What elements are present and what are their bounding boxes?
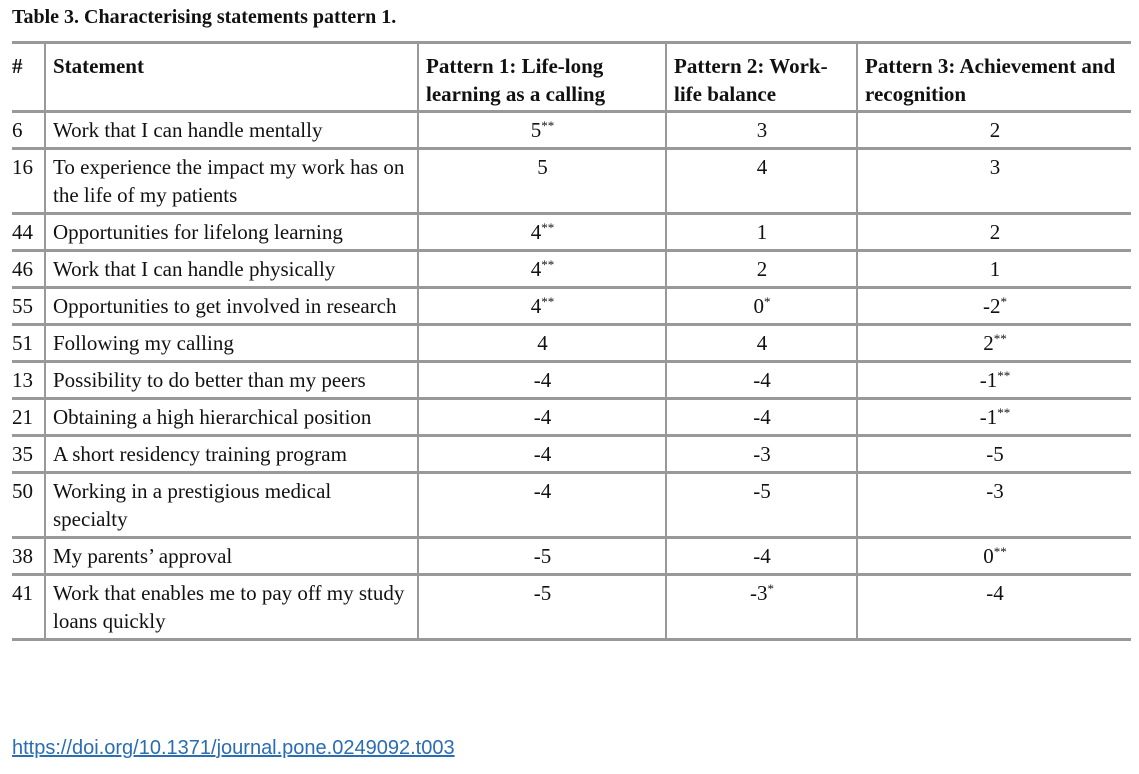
- significance-marker: **: [541, 257, 555, 272]
- header-pattern-2: Pattern 2: Work-life balance: [666, 43, 857, 112]
- row-statement: My parents’ approval: [45, 538, 418, 575]
- score-value: -4: [986, 581, 1004, 605]
- score-value: -4: [533, 368, 552, 392]
- row-statement: Work that enables me to pay off my study loans quickly: [45, 575, 418, 640]
- score-value: -4: [753, 368, 771, 392]
- pattern-3-score: [857, 288, 1131, 325]
- score-value: 3: [756, 118, 768, 142]
- score-value: 4: [756, 155, 768, 179]
- score-value: 4: [530, 257, 542, 281]
- row-number: 16: [12, 149, 45, 214]
- score-value: -5: [533, 544, 552, 568]
- table-caption: Table 3. Characterising statements pattern 1.: [12, 6, 397, 28]
- pattern-2-score: [666, 473, 857, 538]
- significance-marker: **: [993, 544, 1007, 559]
- score-value: 0: [753, 294, 764, 318]
- row-statement: A short residency training program: [45, 436, 418, 473]
- row-statement: Working in a prestigious medical specialty: [45, 473, 418, 538]
- significance-marker: **: [541, 220, 555, 235]
- score-value: 5: [530, 118, 542, 142]
- pattern-2-score: [666, 362, 857, 399]
- score-value: -5: [753, 479, 771, 503]
- row-number: 46: [12, 251, 45, 288]
- pattern-1-score: [418, 214, 666, 251]
- pattern-2-score: [666, 436, 857, 473]
- score-value: -4: [533, 442, 552, 466]
- score-value: 4: [756, 331, 768, 355]
- pattern-2-score: [666, 538, 857, 575]
- score-value: -2: [983, 294, 1001, 318]
- score-value: -1: [979, 368, 998, 392]
- table-row: [12, 288, 1131, 325]
- pattern-1-score: [418, 399, 666, 436]
- header-number: #: [12, 43, 45, 112]
- row-statement: To experience the impact my work has on the life of my patients: [45, 149, 418, 214]
- table-row: [12, 436, 1131, 473]
- pattern-1-score: [418, 473, 666, 538]
- table-row: [12, 399, 1131, 436]
- row-number: 13: [12, 362, 45, 399]
- row-statement: Obtaining a high hierarchical position: [45, 399, 418, 436]
- row-number: 50: [12, 473, 45, 538]
- table-row: [12, 112, 1131, 149]
- significance-marker: **: [541, 294, 555, 309]
- score-value: -5: [533, 581, 552, 605]
- score-value: 2: [989, 220, 1001, 244]
- pattern-3-score: [857, 399, 1131, 436]
- row-number: 38: [12, 538, 45, 575]
- score-value: -4: [753, 405, 771, 429]
- row-number: 51: [12, 325, 45, 362]
- score-value: 5: [537, 155, 548, 179]
- table-row: [12, 251, 1131, 288]
- statements-table: [12, 41, 1131, 641]
- row-statement: Opportunities to get involved in research: [45, 288, 418, 325]
- row-number: 41: [12, 575, 45, 640]
- pattern-2-score: [666, 288, 857, 325]
- significance-marker: **: [997, 405, 1011, 420]
- score-value: 1: [756, 220, 768, 244]
- pattern-1-score: [418, 362, 666, 399]
- pattern-3-score: [857, 473, 1131, 538]
- score-value: -1: [979, 405, 998, 429]
- row-statement: Work that I can handle physically: [45, 251, 418, 288]
- table-row: [12, 325, 1131, 362]
- row-number: 55: [12, 288, 45, 325]
- pattern-1-score: [418, 251, 666, 288]
- pattern-1-score: [418, 538, 666, 575]
- pattern-3-score: [857, 251, 1131, 288]
- score-value: -4: [753, 544, 771, 568]
- pattern-3-score: [857, 575, 1131, 640]
- pattern-3-score: [857, 362, 1131, 399]
- significance-marker: *: [767, 581, 774, 596]
- score-value: 4: [537, 331, 548, 355]
- pattern-2-score: [666, 399, 857, 436]
- row-statement: Possibility to do better than my peers: [45, 362, 418, 399]
- header-pattern-3: Pattern 3: Achievement and recognition: [857, 43, 1131, 112]
- score-value: 2: [989, 118, 1001, 142]
- pattern-2-score: [666, 325, 857, 362]
- pattern-1-score: [418, 325, 666, 362]
- score-value: -3: [750, 581, 768, 605]
- pattern-1-score: [418, 436, 666, 473]
- pattern-3-score: [857, 436, 1131, 473]
- row-number: 6: [12, 112, 45, 149]
- score-value: 2: [983, 331, 994, 355]
- score-value: 4: [530, 220, 542, 244]
- pattern-3-score: [857, 325, 1131, 362]
- pattern-1-score: [418, 112, 666, 149]
- pattern-3-score: [857, 112, 1131, 149]
- score-value: 4: [530, 294, 542, 318]
- pattern-2-score: [666, 251, 857, 288]
- pattern-2-score: [666, 112, 857, 149]
- pattern-1-score: [418, 149, 666, 214]
- significance-marker: *: [764, 294, 771, 309]
- score-value: -3: [753, 442, 771, 466]
- score-value: 2: [756, 257, 768, 281]
- table-row: [12, 538, 1131, 575]
- header-pattern-1: Pattern 1: Life-long learning as a calling: [418, 43, 666, 112]
- row-number: 35: [12, 436, 45, 473]
- score-value: -3: [986, 479, 1004, 503]
- score-value: 1: [989, 257, 1001, 281]
- row-number: 21: [12, 399, 45, 436]
- score-value: -4: [533, 479, 552, 503]
- pattern-3-score: [857, 214, 1131, 251]
- table-row: [12, 575, 1131, 640]
- doi-link[interactable]: https://doi.org/10.1371/journal.pone.0249092.t003: [12, 737, 455, 759]
- row-statement: Work that I can handle mentally: [45, 112, 418, 149]
- header-statement: Statement: [45, 43, 418, 112]
- pattern-3-score: [857, 149, 1131, 214]
- pattern-2-score: [666, 149, 857, 214]
- table-row: [12, 362, 1131, 399]
- score-value: 3: [989, 155, 1001, 179]
- pattern-1-score: [418, 288, 666, 325]
- row-statement: Opportunities for lifelong learning: [45, 214, 418, 251]
- row-number: 44: [12, 214, 45, 251]
- table-row: [12, 473, 1131, 538]
- pattern-2-score: [666, 214, 857, 251]
- significance-marker: **: [541, 118, 555, 133]
- table-row: [12, 214, 1131, 251]
- pattern-1-score: [418, 575, 666, 640]
- significance-marker: **: [993, 331, 1007, 346]
- pattern-2-score: [666, 575, 857, 640]
- score-value: -5: [986, 442, 1004, 466]
- table-row: [12, 149, 1131, 214]
- score-value: -4: [533, 405, 552, 429]
- score-value: 0: [983, 544, 994, 568]
- pattern-3-score: [857, 538, 1131, 575]
- row-statement: Following my calling: [45, 325, 418, 362]
- significance-marker: **: [997, 368, 1011, 383]
- significance-marker: *: [1000, 294, 1007, 309]
